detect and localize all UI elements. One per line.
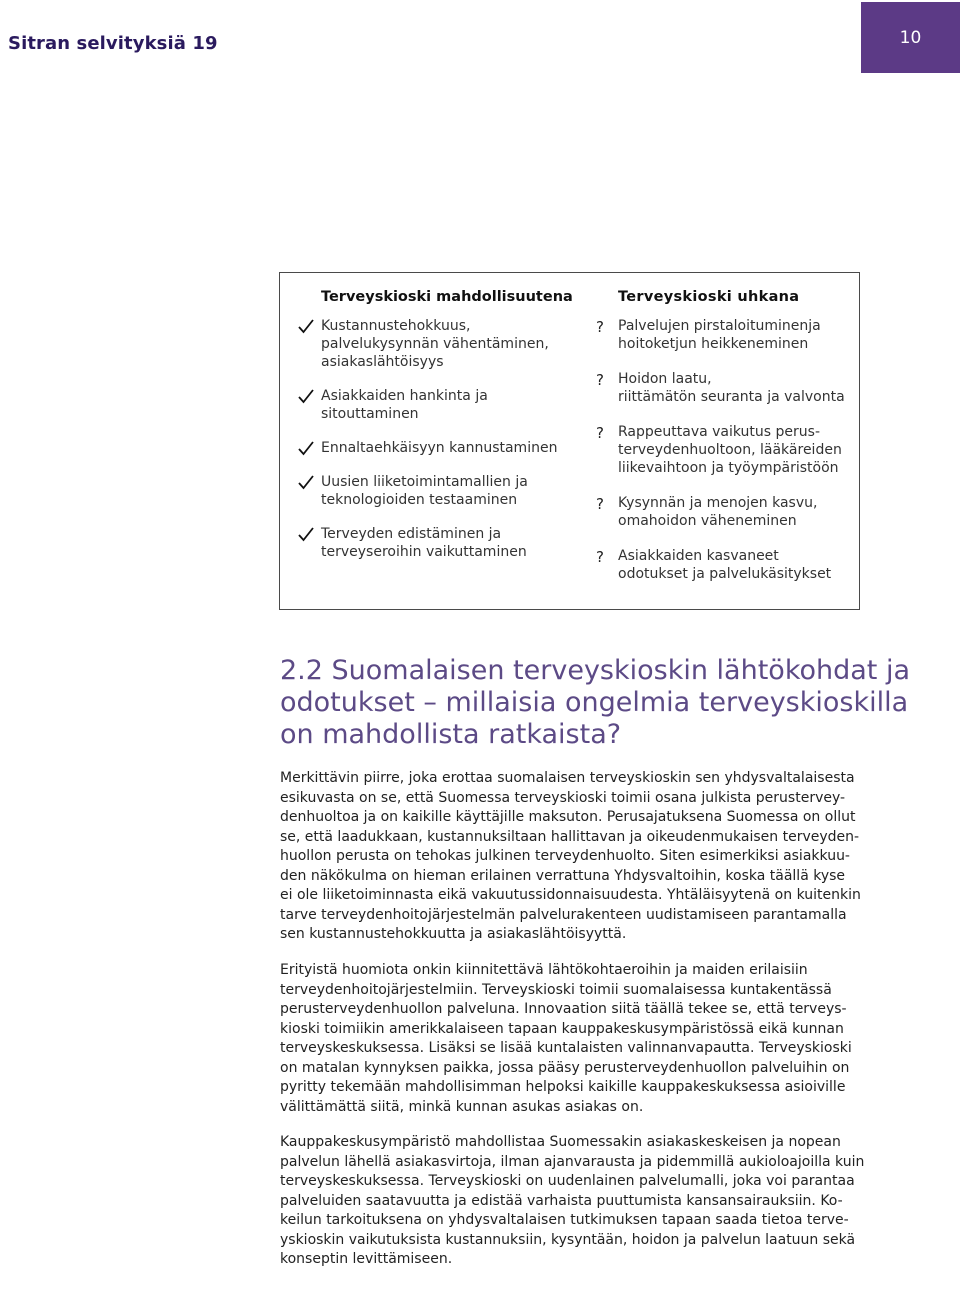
opportunity-text: Kustannustehokkuus, — [321, 318, 471, 334]
paragraph-line: se, että laadukkaan, kustannuksiltaan hallittavan ja oikeudenmukaisen terveyden- — [280, 828, 860, 845]
opportunity-text: sitouttaminen — [321, 406, 419, 422]
opportunity-item — [321, 473, 581, 509]
section-heading — [280, 655, 911, 751]
opportunity-text: asiakaslähtöisyys — [321, 354, 444, 370]
paragraph-line: pyritty tekemään mahdollisimman helpoksi kaikille kauppakeskuksessa asioiville — [280, 1079, 846, 1095]
paragraph-line: välittämättä siitä, minkä kunnan asukas asiakas on. — [280, 1098, 644, 1115]
paragraph-line: konseptin levittämiseen. — [280, 1251, 453, 1267]
threat-item — [596, 494, 858, 530]
paragraph-line: terveyskeskuksessa. Lisäksi se lisää kuntalaisten valinnanvapautta. Terveyskioski — [280, 1040, 852, 1056]
paragraph-line: huollon perusta on tehokas julkinen terveydenhuolto. Siten esimerkiksi asiakkuu- — [280, 848, 850, 864]
checkmark-icon — [297, 318, 315, 334]
opportunities-column — [321, 289, 581, 577]
heading-line: on mahdollista ratkaista? — [280, 719, 622, 750]
question-mark-icon: ? — [596, 495, 604, 513]
threat-item — [596, 423, 858, 477]
opportunities-title: Terveyskioski mahdollisuutena — [321, 289, 573, 305]
opportunity-item — [321, 317, 581, 371]
paragraph-line: on matalan kynnyksen paikka, jossa pääsy perusterveydenhuollon palveluihin on — [280, 1059, 850, 1076]
paragraph-line: den näkökulma on hieman erilainen verrattuna Yhdysvaltoihin, koska täällä kyse — [280, 867, 846, 884]
paragraph-line: tarve terveydenhoitojärjestelmän palvelurakenteen uudistamiseen parantamalla — [280, 906, 847, 923]
checkmark-icon — [297, 526, 315, 542]
paragraph-line: esikuvasta on se, että Suomessa terveyskioski toimii osana julkista perustervey- — [280, 789, 846, 806]
publication-title: Sitran selvityksiä 19 — [8, 33, 218, 54]
paragraph-line: Kauppakeskusympäristö mahdollistaa Suomessakin asiakaskeskeisen ja nopean — [280, 1134, 841, 1150]
paragraph-line: Merkittävin piirre, joka erottaa suomalaisen terveyskioskin sen yhdysvaltalaisesta — [280, 770, 855, 786]
threat-text: liikevaihtoon ja työympäristöön — [618, 460, 839, 476]
opportunity-item — [321, 387, 581, 423]
threat-item — [596, 317, 858, 353]
threat-item — [596, 370, 858, 406]
paragraph-2 — [280, 961, 865, 1117]
threat-text: odotukset ja palvelukäsitykset — [618, 566, 832, 582]
paragraph-line: palveluiden saatavuutta ja edistää varhaista puuttumista kansansairauksiin. Ko- — [280, 1192, 843, 1209]
threat-text: hoitoketjun heikkeneminen — [618, 336, 809, 352]
threats-list — [596, 317, 858, 583]
question-mark-icon: ? — [596, 318, 604, 336]
threats-column — [596, 289, 858, 600]
threat-text: terveydenhuoltoon, lääkäreiden — [618, 442, 842, 458]
threat-text: Rappeuttava vaikutus perus- — [618, 424, 821, 440]
paragraph-line: denhuoltoa ja on kaikille käyttäjille maksuton. Perusajatuksena Suomessa on ollut — [280, 809, 856, 825]
threat-text: Asiakkaiden kasvaneet — [618, 548, 779, 564]
swot-box — [279, 272, 860, 610]
paragraph-line: terveyskeskuksessa. Terveyskioski on uudenlainen palvelumalli, joka voi parantaa — [280, 1173, 855, 1189]
opportunity-item — [321, 525, 581, 561]
threat-text: Kysynnän ja menojen kasvu, — [618, 495, 818, 511]
opportunity-text: palvelukysynnän vähentäminen, — [321, 336, 549, 352]
threat-text: riittämätön seuranta ja valvonta — [618, 389, 845, 405]
opportunity-text: teknologioiden testaaminen — [321, 492, 518, 508]
threat-text: Palvelujen pirstaloituminenja — [618, 318, 821, 334]
paragraph-line: ei ole liiketoiminnasta eikä vakuutussidonnaisuudesta. Yhtäläisyytenä on kuitenkin — [280, 887, 861, 903]
opportunity-text: Ennaltaehkäisyyn kannustaminen — [321, 440, 558, 456]
question-mark-icon: ? — [596, 424, 604, 442]
threat-item — [596, 547, 858, 583]
opportunity-text: Terveyden edistäminen ja — [321, 526, 502, 542]
opportunities-list — [321, 317, 581, 561]
heading-line: odotukset – millaisia ongelmia terveyskioskilla — [280, 687, 909, 718]
paragraph-line: sen kustannustehokkuutta ja asiakaslähtöisyyttä. — [280, 926, 627, 942]
question-mark-icon: ? — [596, 548, 604, 566]
paragraph-line: yskioskin vaikutuksista kustannuksiin, kysyntään, hoidon ja palvelun laatuun sekä — [280, 1231, 856, 1248]
paragraph-line: Erityistä huomiota onkin kiinnitettävä lähtökohtaeroihin ja maiden erilaisiin — [280, 962, 808, 978]
page-number: 10 — [899, 27, 922, 48]
threats-title: Terveyskioski uhkana — [618, 289, 800, 305]
paragraph-1 — [280, 769, 865, 945]
heading-line: 2.2 Suomalaisen terveyskioskin lähtökohdat ja — [280, 655, 911, 686]
checkmark-icon — [297, 474, 315, 490]
paragraph-line: perusterveydenhuollon palveluna. Innovaation siitä täällä tekee se, että terveys- — [280, 1001, 847, 1017]
checkmark-icon — [297, 440, 315, 456]
paragraph-line: kioski toimiikin amerikkalaiseen tapaan kauppakeskusympäristössä eikä kunnan — [280, 1020, 844, 1037]
threat-text: omahoidon väheneminen — [618, 513, 797, 529]
paragraph-3 — [280, 1133, 865, 1270]
opportunity-text: Asiakkaiden hankinta ja — [321, 388, 488, 404]
checkmark-icon — [297, 388, 315, 404]
opportunity-text: Uusien liiketoimintamallien ja — [321, 474, 528, 490]
question-mark-icon: ? — [596, 371, 604, 389]
opportunity-item — [321, 439, 581, 457]
paragraph-line: keilun tarkoituksena on yhdysvaltalaisen tutkimuksen tapaan saada tietoa terve- — [280, 1212, 849, 1228]
paragraph-line: palvelun lähellä asiakasvirtoja, ilman ajanvarausta ja pidemmillä aukioloajoilla kuin — [280, 1153, 865, 1170]
paragraph-line: terveydenhoitojärjestelmiin. Terveyskioski toimii suomalaisessa kuntakentässä — [280, 981, 832, 998]
page-number-badge — [861, 2, 960, 73]
opportunity-text: terveyseroihin vaikuttaminen — [321, 544, 527, 560]
threat-text: Hoidon laatu, — [618, 371, 712, 387]
